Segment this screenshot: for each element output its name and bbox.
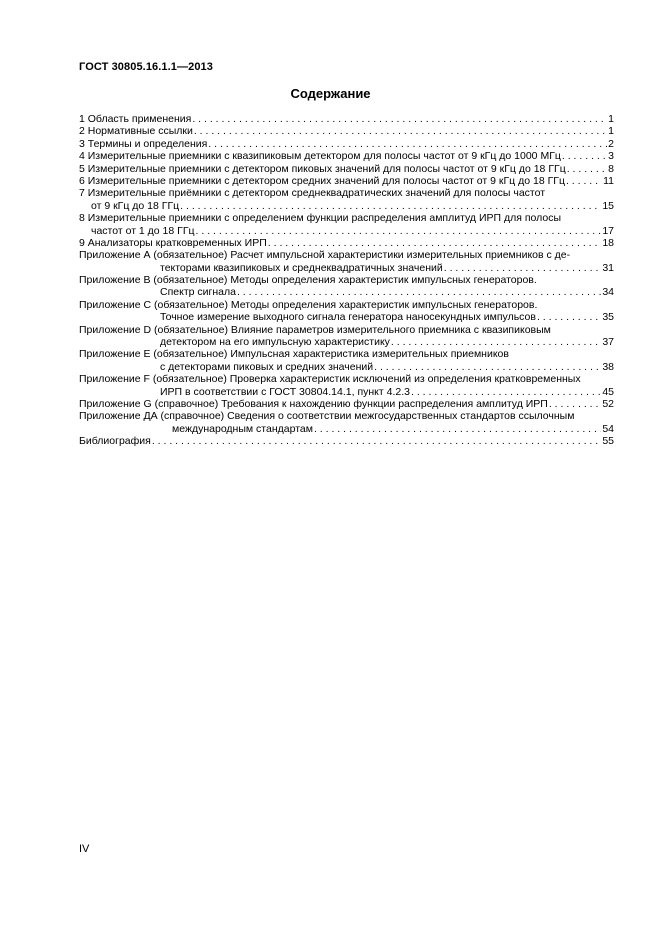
toc-entry-line[interactable] [79,410,614,422]
standard-designation: ГОСТ 30805.16.1.1—2013 [79,61,213,73]
toc-page-number: 17 [602,224,614,237]
toc-entry-line[interactable] [79,311,614,323]
dot-leader [314,423,601,435]
toc-page-number: 55 [602,435,614,448]
toc-entry-line[interactable] [79,200,614,212]
dot-leader [567,163,607,175]
toc-entry-text: от 9 кГц до 18 ГГц [91,199,180,212]
toc-entry-text: 4 Измерительные приемники с квазипиковым детектором для полосы частот от 9 кГц до 1000 МГц [79,150,561,163]
toc-entry-line[interactable] [79,225,614,237]
toc-entry-text: 9 Анализаторы кратковременных ИРП [79,236,267,249]
toc-page-number: 15 [602,199,614,212]
toc-entry-line[interactable] [79,398,614,410]
toc-entry-line[interactable] [79,386,614,398]
toc-entry-text: детектором на его импульсную характеристику [160,336,390,349]
toc-entry-line[interactable] [79,163,614,175]
toc-entry-line[interactable] [79,361,614,373]
toc-entry-line[interactable] [79,423,614,435]
toc-page-number: 11 [603,174,614,187]
toc-entry-text: 1 Область применения [79,113,192,125]
dot-leader [180,200,601,212]
table-of-contents [79,113,614,448]
toc-entry-text: 5 Измерительные приемники с детектором пиковых значений для полосы частот от 9 кГц до 18 ГГц [79,162,566,175]
toc-entry-line[interactable] [79,262,614,274]
toc-entry-line[interactable] [79,324,614,336]
toc-page-number: 45 [602,385,614,398]
toc-entry-line[interactable] [79,138,614,150]
dot-leader [268,237,602,249]
dot-leader [194,125,607,137]
toc-page-number: 3 [608,150,614,163]
toc-entry-line[interactable] [79,274,614,286]
toc-entry-line[interactable] [79,299,614,311]
toc-page-number: 35 [602,311,614,324]
toc-page-number: 31 [602,261,614,274]
toc-page-number: 8 [608,162,614,175]
page-number: IV [79,843,90,855]
toc-entry-text: с детекторами пиковых и средних значений [160,360,374,373]
toc-entry-line[interactable] [79,348,614,360]
dot-leader [566,175,602,187]
dot-leader [152,435,601,447]
toc-entry-text: ИРП в соответствии с ГОСТ 30804.14.1, пункт 4.2.3 [160,385,410,398]
dot-leader [208,138,607,150]
dot-leader [391,336,601,348]
toc-page-number: 52 [602,397,614,410]
toc-entry-text: частот от 1 до 18 ГГц [91,224,195,237]
dot-leader [549,398,601,410]
toc-page-number: 18 [602,236,614,249]
toc-entry-text: 3 Термины и определения [79,137,208,150]
toc-entry-text: Приложение G (справочное) Требования к нахождению функции распределения амплитуд ИРП [79,397,548,410]
toc-page-number: 37 [602,336,614,349]
dot-leader [196,225,602,237]
toc-entry-line[interactable] [79,187,614,199]
toc-entry-line[interactable] [79,175,614,187]
toc-entry-line[interactable] [79,373,614,385]
toc-entry-text: Приложение В (обязательное) Методы определения характеристик импульсных генераторов. [79,274,537,287]
toc-entry-text: Приложение D (обязательное) Влияние параметров измерительного приемника с квазипиковым [79,323,551,336]
toc-entry-text: Библиография [79,435,151,448]
toc-entry-text: 7 Измерительные приёмники с детектором среднеквадратических значений для полосы частот [79,187,546,200]
toc-entry-line[interactable] [79,249,614,261]
dot-leader [562,150,607,162]
dot-leader [192,113,607,125]
dot-leader [237,286,601,298]
toc-entry-line[interactable] [79,286,614,298]
toc-entry-line[interactable] [79,125,614,137]
dot-leader [374,361,601,373]
toc-entry-line[interactable] [79,212,614,224]
toc-entry-text: Приложение А (обязательное) Расчет импульсной характеристики измерительных приемников с де- [79,249,571,262]
toc-entry-text: 2 Нормативные ссылки [79,125,193,138]
toc-entry-line[interactable] [79,113,614,125]
toc-entry-line[interactable] [79,435,614,447]
dot-leader [411,386,601,398]
toc-page-number: 54 [602,422,614,435]
toc-entry-text: Спектр сигнала [160,286,236,299]
toc-entry-text: Приложение ДА (справочное) Сведения о соответствии межгосударственных стандартов ссылочным [79,410,575,423]
toc-entry-text: текторами квазипиковых и среднеквадратичных значений [160,261,443,274]
toc-page-number: 38 [602,360,614,373]
toc-entry-text: международным стандартам [172,422,313,435]
toc-page-number: 1 [608,125,614,138]
toc-entry-text: 6 Измерительные приемники с детектором средних значений для полосы частот от 9 кГц до 18 ГГц [79,174,565,187]
toc-entry-line[interactable] [79,237,614,249]
dot-leader [537,311,601,323]
toc-page-number: 2 [608,137,614,150]
dot-leader [444,262,602,274]
toc-entry-line[interactable] [79,150,614,162]
toc-entry-text: Приложение F (обязательное) Проверка характеристик исключений из определения кратковременных [79,373,581,386]
toc-page-number: 34 [602,286,614,299]
toc-entry-line[interactable] [79,336,614,348]
toc-title: Содержание [290,86,371,101]
toc-page-number: 1 [608,113,614,125]
toc-entry-text: Точное измерение выходного сигнала генератора наносекундных импульсов [160,311,536,324]
toc-entry-text: Приложение С (обязательное) Методы определения характеристик импульсных генераторов. [79,298,538,311]
toc-entry-text: Приложение Е (обязательное) Импульсная характеристика измерительных приемников [79,348,509,361]
toc-entry-text: 8 Измерительные приемники с определением функции распределения амплитуд ИРП для полосы [79,212,562,225]
